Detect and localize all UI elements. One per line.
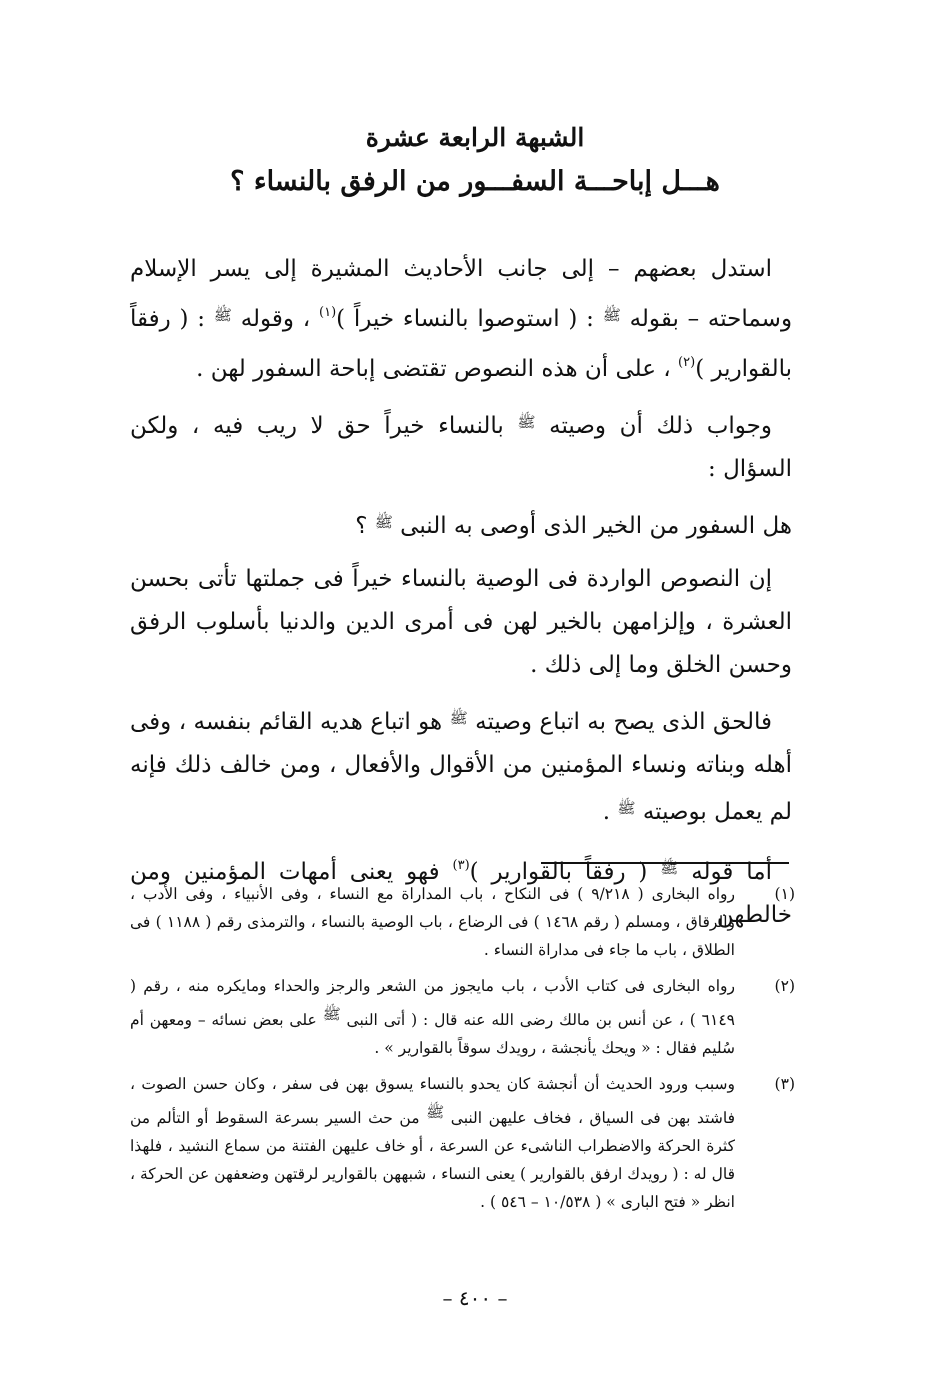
paragraph-text: فهو يعنى أمهات المؤمنين ومن خالطهن [130,859,792,928]
paragraph-text: : ( استوصوا بالنساء خيراً ) [336,306,594,332]
section-subtitle: هـــل إباحـــة السفـــور من الرفق بالنساء ؟ [230,166,720,197]
footnote-text [130,880,735,964]
paragraph-text: فالحق الذى يصح به اتباع وصيته [475,709,772,735]
footnote-number: (٣) [774,1075,795,1093]
salutation-glyph: ﷺ [660,859,679,877]
salutation-glyph: ﷺ [617,799,636,817]
footnote-ref[interactable]: (٣) [452,858,470,873]
paragraph-text: . [602,799,611,825]
main-text [130,248,792,947]
footnotes [130,880,795,1224]
paragraph-1 [130,248,792,391]
paragraph-text: إن النصوص الواردة فى الوصية بالنساء خيراً فى جملتها تأتى بحسن العشرة ، وإلزامهن بالخير لهن فى أمرى الدين والدنيا بأسلوب الرفق وحسن الخلق وما إلى ذلك . [130,566,792,678]
footnote-text-part: رواه البخارى ( ٩/٢١٨ ) فى النكاح ، باب المداراة مع النساء ، وفى الأنبياء ، وفى الأدب ، والرقاق ، ومسلم ( رقم ١٤٦٨ ) فى الرضاع ، باب الوصية بالنساء ، والترمذى رقم ( ١١٨٨ ) فى الطلاق ، باب ما جاء فى مداراة النساء . [130,885,735,959]
page-number: – ٤٠٠ – [442,1286,508,1310]
paragraph-text: استدل بعضهم – إلى جانب الأحاديث المشيرة إلى يسر الإسلام وسماحته – بقوله [130,256,793,332]
paragraph-2 [130,401,792,491]
paragraph-text: ، على أن هذه النصوص تقتضى إباحة السفور لهن . [196,356,671,382]
footnote-number: (٢) [774,977,795,995]
salutation-glyph: ﷺ [426,1103,445,1121]
paragraph-5 [130,697,792,834]
salutation-glyph: ﷺ [374,513,393,531]
paragraph-text: ، وقوله [240,306,311,332]
paragraph-text: أما قوله [691,859,772,885]
paragraph-text: وجواب ذلك أن وصيته [549,413,772,439]
footnote-divider [541,862,789,864]
salutation-glyph: ﷺ [602,306,621,324]
paragraph-text: : ( رفقاً بالقوارير ) [130,306,792,382]
footnote-text-part: وسبب ورود الحديث أن أنجشة كان يحدو بالنساء يسوق بهن فى سفر ، وكان حسن الصوت ، فاشتد بهن فى السياق ، فخاف عليهن النبى [130,1075,735,1127]
paragraph-4 [130,558,792,687]
footnote-1 [130,880,795,964]
footnote-text-part: من حث السير بسرعة السقوط أو التألم من كثرة الحركة والاضطراب الناشىء عن السرعة ، أو خاف عليهن الفتنة من سماع النشيد ، فلهذا قال له : ( رويدك ارفق بالقوارير ) يعنى النساء ، شبههن بالقوارير لرقتهن وضعفهن عن الحركة ، انظر « فتح البارى » ( ١٠/٥٣٨ – ٥٤٦ ) . [130,1109,735,1211]
footnote-ref[interactable]: (١) [319,305,337,320]
paragraph-text: ( رفقاً بالقوارير ) [469,859,648,885]
paragraph-text: هل السفور من الخير الذى أوصى به النبى [400,513,792,539]
heading-block [0,118,950,206]
salutation-glyph: ﷺ [322,1005,341,1023]
salutation-glyph: ﷺ [517,413,536,431]
footnote-text [130,1070,735,1216]
footnote-text-part: على بعض نسائه – ومعهن أم سُليم فقال : « ويحك يأنجشة ، رويدك سوقاً بالقوارير » . [130,1011,735,1057]
paragraph-text: بالنساء خيراً حق لا ريب فيه ، ولكن السؤال : [130,413,792,482]
paragraph-text: ؟ [355,513,368,539]
paragraph-text: هو اتباع هديه القائم بنفسه ، وفى أهله وبناته ونساء المؤمنين من الأقوال والأفعال ، ومن خالف ذلك فإنه لم يعمل بوصيته [130,709,792,825]
footnote-3 [130,1070,795,1216]
salutation-glyph: ﷺ [449,709,468,727]
salutation-glyph: ﷺ [213,306,232,324]
footnote-2 [130,972,795,1062]
footnote-text-part: رواه البخارى فى كتاب الأدب ، باب مايجوز من الشعر والرجز والحداء ومايكره منه ، رقم ( ٦١٤٩ ) ، عن أنس بن مالك رضى الله عنه قال : ( أتى النبى [130,977,735,1029]
footnote-text [130,972,735,1062]
section-title: الشبهة الرابعة عشرة [365,123,585,152]
footnote-number: (١) [774,885,795,903]
footnote-ref[interactable]: (٢) [678,355,696,370]
paragraph-3 [130,501,792,548]
